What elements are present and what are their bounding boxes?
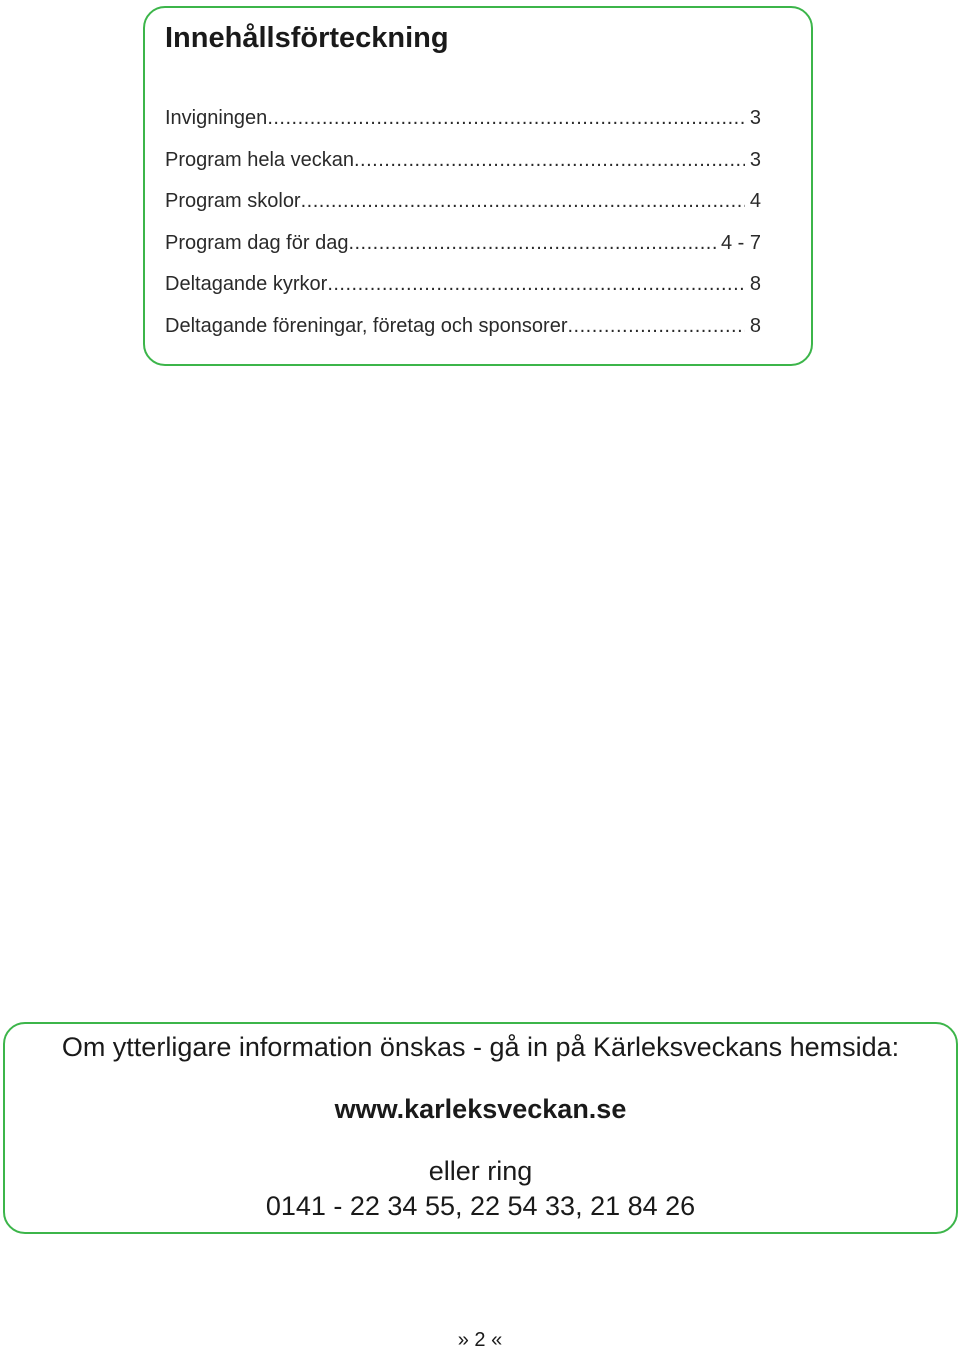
- toc-title: Innehållsförteckning: [165, 22, 449, 54]
- toc-entry-page: 8: [749, 314, 761, 337]
- toc-entry-page: 3: [749, 107, 761, 129]
- toc-entry: [165, 312, 761, 354]
- info-box: [3, 1022, 958, 1234]
- website-link[interactable]: www.karleksveckan.se: [334, 1094, 627, 1124]
- toc-dot-leader: [267, 104, 745, 132]
- toc-dot-leader: [354, 146, 745, 174]
- page-number: » 2 «: [457, 1329, 503, 1351]
- toc-dot-leader: [301, 187, 745, 215]
- toc-entry: [165, 229, 761, 271]
- toc-entry-label: Deltagande föreningar, företag och sponsorer: [165, 314, 568, 337]
- toc-entry-label: Deltagande kyrkor: [165, 273, 328, 295]
- toc-entry: [165, 187, 761, 229]
- toc-entry-label: Program hela veckan: [165, 148, 354, 171]
- phone-numbers: 0141 - 22 34 55, 22 54 33, 21 84 26: [265, 1191, 696, 1221]
- toc-dot-leader: [568, 312, 745, 340]
- toc-entry: [165, 104, 761, 146]
- toc-entry: [165, 146, 761, 188]
- toc-entry-label: Program skolor: [165, 190, 301, 212]
- toc-entry-page: 4 - 7: [720, 231, 761, 254]
- toc-entry: [165, 270, 761, 312]
- or-call-text: eller ring: [428, 1156, 533, 1186]
- toc-entry-label: Invigningen: [165, 107, 268, 129]
- toc-dot-leader: [327, 270, 745, 298]
- table-of-contents: [143, 6, 813, 366]
- toc-entry-page: 8: [749, 273, 761, 295]
- toc-entry-label: Program dag för dag: [165, 231, 349, 254]
- toc-entry-page: 3: [749, 148, 761, 171]
- info-text: Om ytterligare information önskas - gå in på Kärleksveckans hemsida:: [61, 1032, 900, 1062]
- toc-list: [165, 104, 761, 353]
- toc-dot-leader: [348, 229, 716, 257]
- toc-entry-page: 4: [749, 190, 761, 212]
